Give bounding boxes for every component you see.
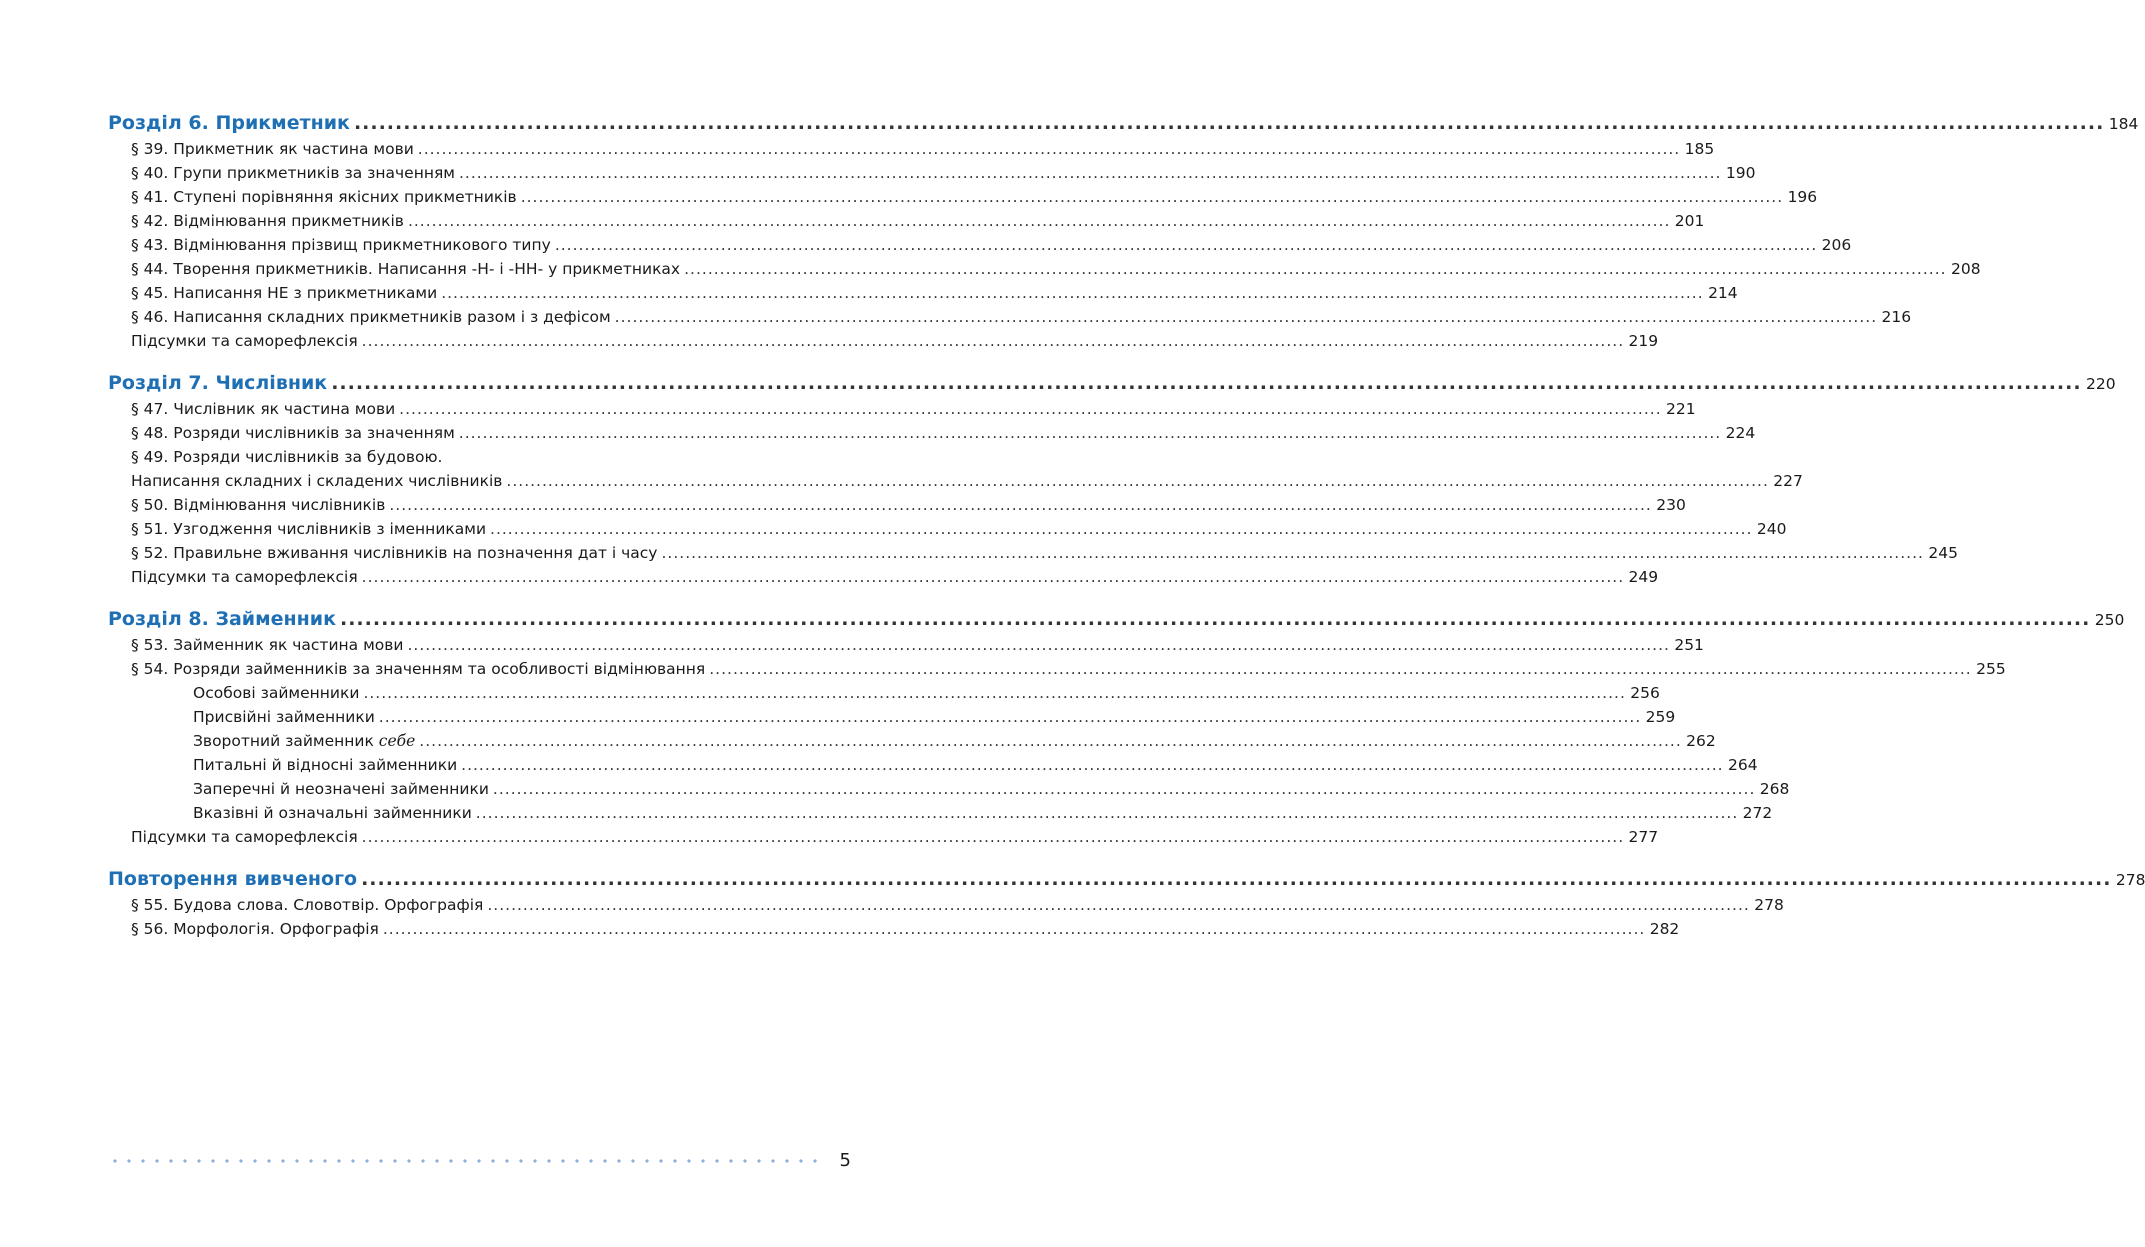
- page-ref: 262: [1686, 732, 1716, 750]
- entry-title: Підсумки та саморефлексія: [131, 332, 358, 350]
- dot-leader: [383, 920, 1645, 938]
- dot-leader: [661, 544, 1923, 562]
- page-ref: 206: [1821, 236, 1852, 254]
- entry-title: Присвійні займенники: [193, 708, 375, 726]
- toc-entry[interactable]: [108, 448, 851, 472]
- entry-title: § 54. Розряди займенників за значенням та особливості відмінювання: [131, 660, 706, 678]
- toc-entry[interactable]: [108, 684, 1660, 708]
- toc-entry[interactable]: [108, 780, 1790, 804]
- page-ref: 221: [1666, 400, 1696, 418]
- toc-entry[interactable]: [108, 708, 1676, 732]
- toc-entry[interactable]: [108, 920, 1680, 944]
- dot-leader: [487, 896, 1749, 914]
- dot-leader: [340, 608, 2090, 630]
- entry-title: § 51. Узгодження числівників з іменниками: [131, 520, 487, 538]
- toc-entry[interactable]: [108, 520, 1787, 544]
- page-ref: 201: [1674, 212, 1705, 230]
- dot-leader: [399, 400, 1661, 418]
- toc-entry[interactable]: [108, 496, 1686, 520]
- entry-title: § 41. Ступені порівняння якісних прикметників: [131, 188, 517, 206]
- page-ref: 216: [1881, 308, 1912, 326]
- entry-title: Заперечні й неозначені займенники: [193, 780, 489, 798]
- entry-title: § 56. Морфологія. Орфографія: [131, 920, 379, 938]
- page-ref: 220: [2085, 375, 2116, 393]
- section-heading[interactable]: [108, 372, 2116, 400]
- section-title: Розділ 6. Прикметник: [108, 112, 350, 134]
- entry-title: Зворотний займенник себе: [193, 732, 416, 750]
- dot-leader: [419, 732, 1681, 750]
- toc-entry[interactable]: [108, 756, 1758, 780]
- section-title: Повторення вивченого: [108, 868, 358, 890]
- page-ref: 255: [1976, 660, 2006, 678]
- toc-entry[interactable]: [108, 400, 1696, 424]
- toc-entry[interactable]: [108, 236, 1852, 260]
- page-ref: 272: [1742, 804, 1773, 822]
- table-of-contents: [108, 112, 2145, 960]
- dot-leader: [362, 568, 1624, 586]
- section-heading[interactable]: [108, 868, 2145, 896]
- dot-leader: [362, 828, 1624, 846]
- page-ref: 230: [1656, 496, 1686, 514]
- dot-leader: [331, 372, 2081, 394]
- dot-leader: [476, 804, 1738, 822]
- dot-leader: [361, 868, 2111, 890]
- entry-title: § 46. Написання складних прикметників разом і з дефісом: [131, 308, 611, 326]
- page-ref: 277: [1628, 828, 1659, 846]
- section-heading[interactable]: [108, 112, 2139, 140]
- section-title: Розділ 7. Числівник: [108, 372, 328, 394]
- toc-entry[interactable]: [108, 188, 1818, 212]
- toc-section: [108, 608, 2125, 852]
- page-ref: 190: [1725, 164, 1756, 182]
- dot-leader: [389, 496, 1651, 514]
- entry-title: § 39. Прикметник як частина мови: [131, 140, 414, 158]
- dot-leader: [506, 472, 1768, 490]
- toc-entry[interactable]: [108, 284, 1738, 308]
- dot-leader: [379, 708, 1641, 726]
- toc-entry[interactable]: [108, 140, 1715, 164]
- page-ref: 240: [1756, 520, 1787, 538]
- page-ref: 249: [1628, 568, 1659, 586]
- dot-leader: [407, 636, 1669, 654]
- dot-leader: [354, 112, 2104, 134]
- page-ref: 224: [1725, 424, 1756, 442]
- page-ref: 278: [2115, 871, 2145, 889]
- toc-entry[interactable]: [108, 732, 1716, 756]
- page-ref: 208: [1950, 260, 1981, 278]
- page-ref: 251: [1674, 636, 1704, 654]
- entry-title: § 40. Групи прикметників за значенням: [131, 164, 455, 182]
- entry-title: § 45. Написання НЕ з прикметниками: [131, 284, 438, 302]
- entry-title: Написання складних і складених числівників: [131, 472, 503, 490]
- dot-leader: [461, 756, 1723, 774]
- dot-leader: [408, 212, 1670, 230]
- entry-title: Питальні й відносні займенники: [193, 756, 458, 774]
- dot-leader: [555, 236, 1817, 254]
- page-ref: 282: [1649, 920, 1680, 938]
- footer-dotted-rule: [108, 1159, 818, 1163]
- toc-entry[interactable]: [108, 424, 1756, 448]
- page-ref: 219: [1628, 332, 1659, 350]
- toc-entry[interactable]: [108, 636, 1704, 660]
- page-ref: 185: [1684, 140, 1715, 158]
- entry-title: § 52. Правильне вживання числівників на позначення дат і часу: [131, 544, 658, 562]
- entry-title: § 48. Розряди числівників за значенням: [131, 424, 455, 442]
- dot-leader: [684, 260, 1946, 278]
- section-title: Розділ 8. Займенник: [108, 608, 336, 630]
- entry-title: § 44. Творення прикметників. Написання -Н- і -НН- у прикметниках: [131, 260, 681, 278]
- dot-leader: [362, 332, 1624, 350]
- page-ref: 196: [1787, 188, 1818, 206]
- toc-entry[interactable]: [108, 568, 1659, 592]
- entry-title: § 53. Займенник як частина мови: [131, 636, 404, 654]
- toc-entry[interactable]: [108, 828, 1659, 852]
- dot-leader: [490, 520, 1752, 538]
- dot-leader: [459, 164, 1721, 182]
- toc-entry[interactable]: [108, 260, 1981, 284]
- page-ref: 184: [2108, 115, 2139, 133]
- dot-leader: [363, 684, 1625, 702]
- page-ref: 268: [1759, 780, 1790, 798]
- dot-leader: [709, 660, 1971, 678]
- toc-entry[interactable]: [108, 164, 1756, 188]
- dot-leader: [459, 424, 1721, 442]
- page-ref: 214: [1708, 284, 1738, 302]
- entry-title: § 42. Відмінювання прикметників: [131, 212, 404, 230]
- page-ref: 264: [1728, 756, 1758, 774]
- toc-entry[interactable]: [108, 804, 1773, 828]
- section-heading[interactable]: [108, 608, 2125, 636]
- page-ref: 259: [1645, 708, 1676, 726]
- dot-leader: [418, 140, 1680, 158]
- page-ref: 227: [1773, 472, 1803, 490]
- dot-leader: [615, 308, 1877, 326]
- entry-title: § 49. Розряди числівників за будовою.: [131, 448, 443, 466]
- entry-title: § 50. Відмінювання числівників: [131, 496, 386, 514]
- page-ref: 278: [1754, 896, 1784, 914]
- entry-title: § 55. Будова слова. Словотвір. Орфографія: [131, 896, 484, 914]
- entry-title: Вказівні й означальні займенники: [193, 804, 472, 822]
- toc-section: [108, 112, 2139, 356]
- toc-entry[interactable]: [108, 544, 1958, 568]
- entry-title: Особові займенники: [193, 684, 360, 702]
- entry-title: § 47. Числівник як частина мови: [131, 400, 396, 418]
- toc-entry[interactable]: [108, 660, 2006, 684]
- toc-section: [108, 372, 2116, 592]
- page-footer: [108, 1150, 851, 1171]
- entry-title: Підсумки та саморефлексія: [131, 568, 358, 586]
- dot-leader: [521, 188, 1783, 206]
- entry-title: § 43. Відмінювання прізвищ прикметникового типу: [131, 236, 551, 254]
- toc-entry[interactable]: [108, 896, 1784, 920]
- entry-title: Підсумки та саморефлексія: [131, 828, 358, 846]
- toc-entry[interactable]: [108, 212, 1705, 236]
- toc-entry[interactable]: [108, 472, 1803, 496]
- page-ref: 250: [2094, 611, 2125, 629]
- toc-section: [108, 868, 2145, 944]
- page-ref: 256: [1630, 684, 1660, 702]
- toc-entry[interactable]: [108, 332, 1659, 356]
- page-ref: 245: [1928, 544, 1958, 562]
- dot-leader: [493, 780, 1755, 798]
- dot-leader: [441, 284, 1703, 302]
- entry-emphasis: себе: [378, 732, 416, 750]
- page-number: 5: [839, 1150, 851, 1171]
- toc-entry[interactable]: [108, 308, 1912, 332]
